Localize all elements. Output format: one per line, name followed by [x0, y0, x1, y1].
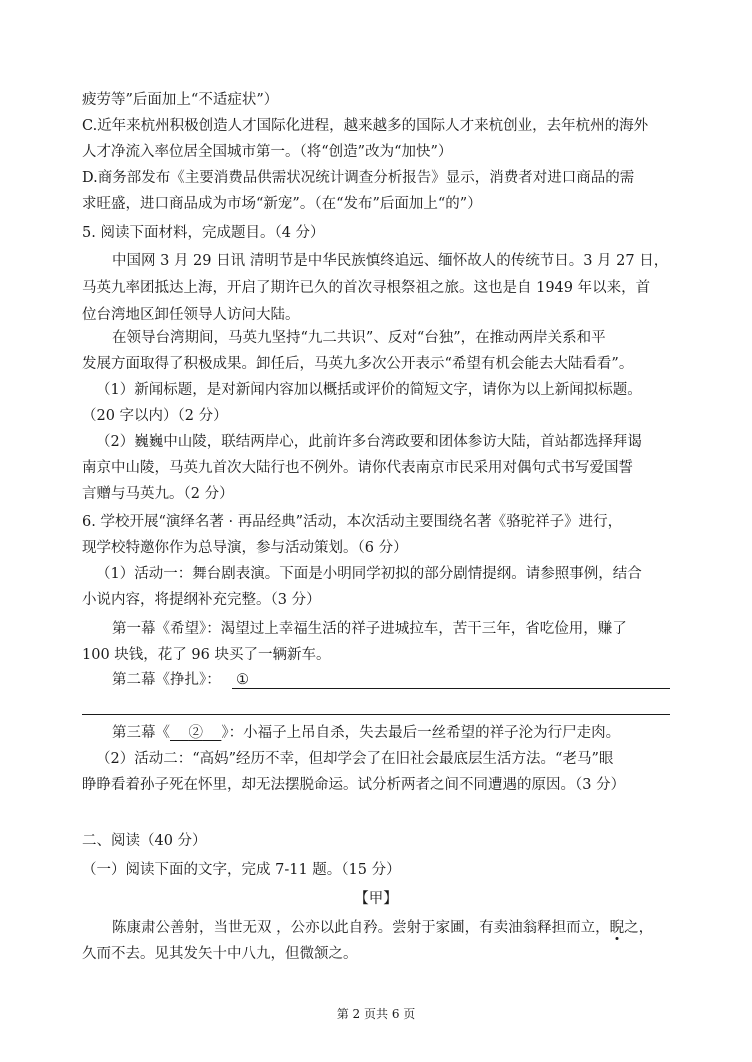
passage-line-2: 久而不去。见其发矢十中八九，但微颔之。 — [82, 946, 358, 962]
text-line: 在领导台湾期间，马英九坚持“九二共识”、反对“台独”，在推动两岸关系和平 — [112, 330, 606, 346]
text-line: 人才净流入率位居全国城市第一。（将“创造”改为“加快”） — [82, 144, 453, 160]
blank-2-label: ② — [188, 725, 203, 741]
answer-line[interactable] — [82, 714, 670, 715]
emphasis-dot-char: 睨 — [609, 920, 625, 936]
text-line: 位台湾地区卸任领导人访问大陆。 — [82, 307, 300, 323]
text-line: 南京中山陵，马英九首次大陆行也不例外。请你代表南京市民采用对偶句式书写爱国誓 — [82, 460, 633, 476]
text-line: D.商务部发布《主要消费品供需状况统计调查分析报告》显示，消费者对进口商品的需 — [82, 170, 635, 186]
question-5-title: 5. 阅读下面材料，完成题目。（4 分） — [82, 225, 325, 241]
passage-text: 之， — [624, 920, 654, 936]
text-line: 第一幕《希望》：渴望过上幸福生活的祥子进城拉车，苦干三年，省吃俭用，赚了 — [112, 621, 627, 637]
subsection-heading: （一）阅读下面的文字，完成 7-11 题。（15 分） — [82, 862, 401, 878]
text-line: 求旺盛，进口商品成为市场“新宠”。（在“发布”后面加上“的”） — [82, 196, 482, 212]
page-footer: 第 2 页共 6 页 — [336, 1007, 416, 1021]
text-line: 疲劳等”后面加上“不适症状”） — [82, 92, 279, 108]
passage-line-1 — [112, 918, 653, 938]
text-line: 马英九率团抵达上海，开启了期许已久的首次寻根祭祖之旅。这也是自 1949 年以来，首 — [82, 280, 651, 296]
question-6-1: （1）活动一：舞台剧表演。下面是小明同学初拟的部分剧情提纲。请参照事例，结合 — [96, 566, 642, 582]
text-line: C.近年来杭州积极创造人才国际化进程，越来越多的国际人才来杭创业，去年杭州的海外 — [82, 118, 649, 134]
question-5-1: （1）新闻标题，是对新闻内容加以概括或评价的简短文字，请你为以上新闻拟标题。 — [96, 382, 642, 398]
question-6-2: （2）活动二：“高妈”经历不幸，但却学会了在旧社会最底层生活方法。“老马”眼 — [96, 751, 614, 767]
passage-title: 【甲】 — [354, 891, 398, 907]
answer-line[interactable] — [232, 688, 670, 689]
act-three-line — [112, 723, 620, 743]
act-two-label: 第二幕《挣扎》： — [112, 672, 221, 688]
text-line: （20 字以内）（2 分） — [82, 408, 228, 424]
text-line: 言赠与马英九。（2 分） — [82, 486, 234, 502]
text-line: 发展方面取得了积极成果。卸任后，马英九多次公开表示“希望有机会能去大陆看看”。 — [82, 356, 634, 372]
blank-marker-1: ① — [236, 672, 249, 688]
question-6-title: 6. 学校开展“演绎名著 · 再品经典”活动，本次活动主要围绕名著《骆驼祥子》进行， — [82, 514, 623, 530]
question-5-2: （2）巍巍中山陵，联结两岸心，此前许多台湾政要和团体参访大陆，首站都选择拜谒 — [96, 434, 642, 450]
section-heading: 二、阅读（40 分） — [82, 833, 207, 849]
text-line: 现学校特邀你作为总导演，参与活动策划。（6 分） — [82, 540, 408, 556]
text-line: 睁睁看着孙子死在怀里，却无法摆脱命运。试分析两者之间不同遭遇的原因。（3 分） — [82, 777, 626, 793]
blank-marker-2[interactable] — [170, 725, 221, 741]
act-three-prefix: 第三幕《 — [112, 725, 170, 741]
act-three-suffix: 》：小福子上吊自杀，失去最后一丝希望的祥子沦为行尸走肉。 — [221, 725, 621, 741]
text-line: 小说内容，将提纲补充完整。（3 分） — [82, 592, 321, 608]
text-line: 中国网 3 月 29 日讯 清明节是中华民族慎终追远、缅怀故人的传统节日。3 月 27 日， — [112, 253, 669, 269]
passage-text: 陈康肃公善射，当世无双 ，公亦以此自矜。尝射于家圃，有卖油翁释担而立， — [112, 920, 610, 936]
text-line: 100 块钱，花了 96 块买了一辆新车。 — [82, 647, 331, 663]
